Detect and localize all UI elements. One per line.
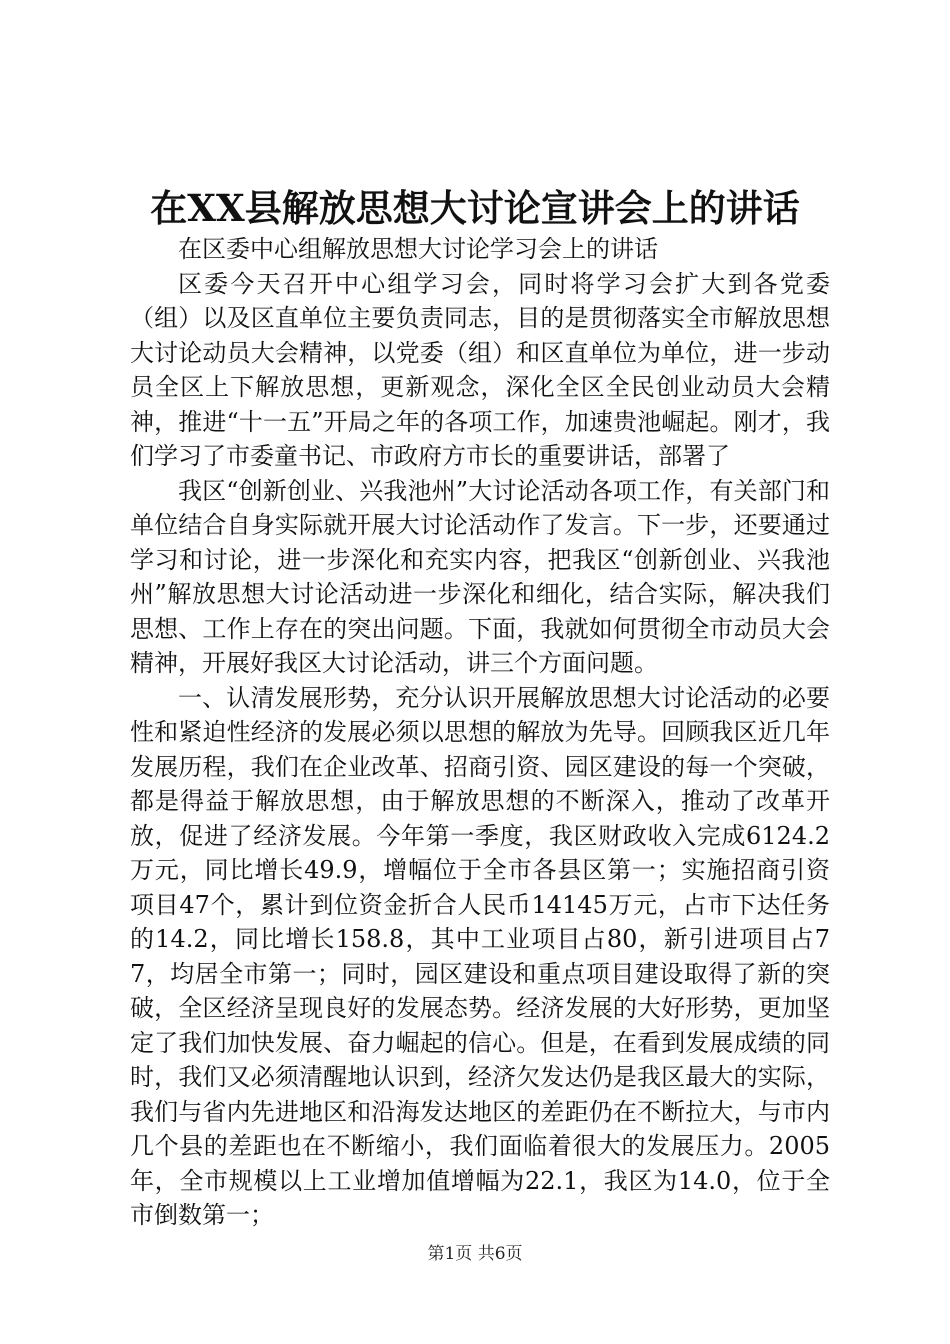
document-title: 在XX县解放思想大讨论宣讲会上的讲话 xyxy=(150,186,800,230)
paragraph: 一、认清发展形势，充分认识开展解放思想大讨论活动的必要性和紧迫性经济的发展必须以思想的解放为先导。回顾我区近几年发展历程，我们在企业改革、招商引资、园区建设的每一个突破，都是得益于解放思想，由于解放思想的不断深入，推动了改革开放，促进了经济发展。今年第一季度，我区财政收入完成6124.2万元，同比增长49.9，增幅位于全市各县区第一；实施招商引资项目47个，累计到位资金折合人民币14145万元，占市下达任务的14.2，同比增长158.8，其中工业项目占80，新引进项目占77，均居全市第一；同时，园区建设和重点项目建设取得了新的突破，全区经济呈现良好的发展态势。经济发展的大好形势，更加坚定了我们加快发展、奋力崛起的信心。但是，在看到发展成绩的同时，我们又必须清醒地认识到，经济欠发达仍是我区最大的实际，我们与省内先进地区和沿海发达地区的差距仍在不断拉大，与市内几个县的差距也在不断缩小，我们面临着很大的发展压力。2005年，全市规模以上工业增加值增幅为22.1，我区为14.0，位于全市倒数第一； xyxy=(130,683,830,1229)
paragraph: 区委今天召开中心组学习会，同时将学习会扩大到各党委（组）以及区直单位主要负责同志，目的是贯彻落实全市解放思想大讨论动员大会精神，以党委（组）和区直单位为单位，进一步动员全区上下解放思想，更新观念，深化全区全民创业动员大会精神，推进“十一五”开局之年的各项工作，加速贵池崛起。刚才，我们学习了市委童书记、市政府方市长的重要讲话，部署了 xyxy=(130,269,830,470)
paragraph: 我区“创新创业、兴我池州”大讨论活动各项工作，有关部门和单位结合自身实际就开展大讨论活动作了发言。下一步，还要通过学习和讨论，进一步深化和充实内容，把我区“创新创业、兴我池州”解放思想大讨论活动进一步深化和细化，结合实际，解决我们思想、工作上存在的突出问题。下面，我就如何贯彻全市动员大会精神，开展好我区大讨论活动，讲三个方面问题。 xyxy=(130,476,830,677)
paragraph-subtitle: 在区委中心组解放思想大讨论学习会上的讲话 xyxy=(178,235,658,263)
document-body xyxy=(130,232,830,1233)
page-number-footer: 第1页 共6页 xyxy=(427,1244,523,1264)
